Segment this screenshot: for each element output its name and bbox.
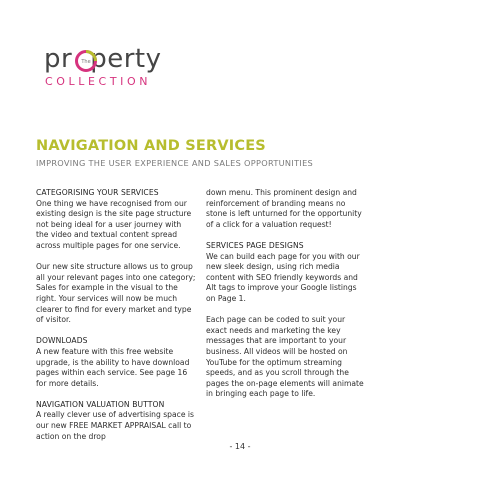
section-body: down menu. This prominent design and reinforcement of branding means no stone is left unturned for the opportunity of a click for a valuation request! xyxy=(206,188,362,229)
right-column xyxy=(206,188,368,400)
section-services-page-designs xyxy=(206,241,368,305)
section-title: CATEGORISING YOUR SERVICES xyxy=(36,188,159,197)
section-title: SERVICES PAGE DESIGNS xyxy=(206,240,304,250)
section-dropdown-continued xyxy=(206,188,368,230)
section-title: DOWNLOADS xyxy=(36,336,88,346)
logo-ring-icon xyxy=(74,49,98,73)
section-navigation-valuation xyxy=(36,400,196,442)
section-body: A really clever use of advertising space is our new FREE MARKET APPRAISAL call to action on the drop xyxy=(36,410,194,441)
section-title: NAVIGATION VALUATION BUTTON xyxy=(36,399,165,409)
section-body: One thing we have recognised from our existing design is the site page structure not being ideal for a user journey with the video and textual content spread across multiple pages for one service. xyxy=(36,198,192,250)
section-body: We can build each page for you with our new sleek design, using rich media content with SEO friendly keywords and Alt tags to improve your Google listings on Page 1. xyxy=(206,251,360,303)
section-body: A new feature with this free website upgrade, is the ability to have download pages within each service. See page 16 for more details. xyxy=(36,346,190,388)
page-number: - 14 - xyxy=(229,442,251,451)
brand-logo xyxy=(44,44,162,92)
section-body: Each page can be coded to suit your exact needs and marketing the key messages that are important to your business. All videos will be hosted on YouTube for the optimum streaming speeds, and as you scroll through the pages the on-page elements will animate in bringing each page to life. xyxy=(206,315,364,399)
section-downloads xyxy=(36,336,196,389)
section-site-structure xyxy=(36,262,196,326)
logo-wordmark: pr perty xyxy=(44,44,162,74)
section-body: Our new site structure allows us to group all your relevant pages into one category; Sales for example in the visual to the right. Your services will now be much clearer to find for every market and type of visitor. xyxy=(36,262,196,325)
page-subheading: IMPROVING THE USER EXPERIENCE AND SALES OPPORTUNITIES xyxy=(36,158,314,168)
left-column xyxy=(36,188,196,442)
section-categorising xyxy=(36,188,196,252)
logo-subtitle: COLLECTION xyxy=(45,75,152,88)
section-page-coding xyxy=(206,315,368,400)
page-heading: NAVIGATION AND SERVICES xyxy=(36,138,266,154)
logo-ring-text: The xyxy=(81,59,91,65)
